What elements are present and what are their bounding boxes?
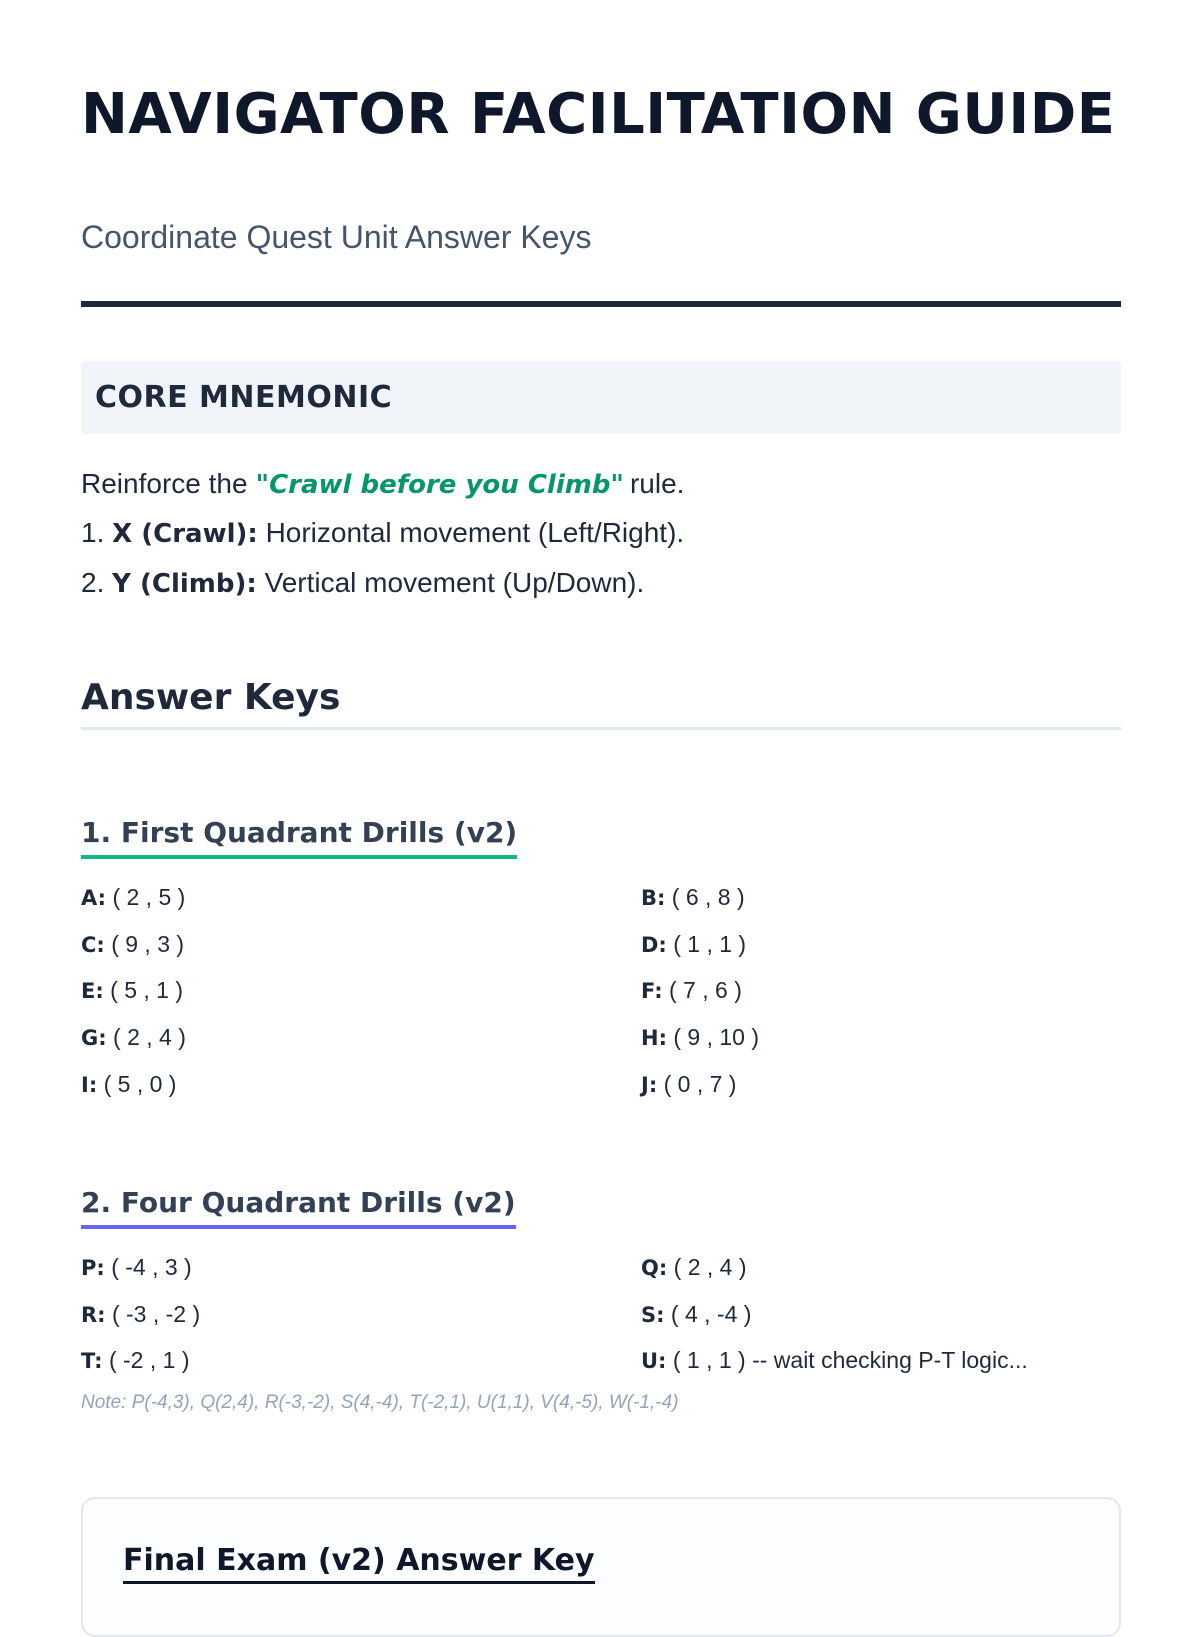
answer-value: ( 1 , 1 ) — [673, 931, 747, 957]
answer-value: ( 9 , 10 ) — [673, 1024, 760, 1050]
rule-number: 1. — [81, 517, 105, 548]
answer-label: P: — [81, 1256, 105, 1280]
answer-value: ( 2 , 4 ) — [673, 1254, 747, 1280]
answer-item — [81, 1254, 192, 1281]
final-exam-card — [81, 1497, 1121, 1637]
page-title: NAVIGATOR FACILITATION GUIDE — [81, 82, 1116, 147]
answer-label: U: — [641, 1349, 667, 1373]
answer-keys-heading: Answer Keys — [81, 677, 341, 718]
answer-value: ( 4 , -4 ) — [670, 1301, 752, 1327]
answer-label: J: — [641, 1073, 658, 1097]
answer-item — [641, 977, 742, 1004]
rule-number: 2. — [81, 567, 105, 598]
answer-item — [641, 1301, 751, 1328]
final-exam-title: Final Exam (v2) Answer Key — [123, 1543, 595, 1584]
header-divider — [81, 301, 1121, 307]
answer-label: G: — [81, 1026, 107, 1050]
answer-label: A: — [81, 886, 107, 910]
answer-keys-divider — [81, 727, 1121, 730]
mnemonic-heading: CORE MNEMONIC — [95, 380, 393, 415]
answer-item — [81, 1301, 200, 1328]
answer-item — [641, 1347, 1028, 1374]
answer-label: H: — [641, 1026, 667, 1050]
answer-item — [81, 884, 185, 911]
answer-value: ( 0 , 7 ) — [663, 1071, 737, 1097]
answer-item — [81, 1071, 176, 1098]
answer-item — [81, 1347, 189, 1374]
rule-term: X (Crawl): — [112, 519, 258, 549]
answer-value: ( 2 , 4 ) — [113, 1024, 186, 1050]
answer-value: ( 7 , 6 ) — [669, 977, 742, 1003]
mnemonic-intro-prefix: Reinforce the — [81, 468, 248, 499]
answer-item — [81, 1024, 186, 1051]
answer-value: ( -3 , -2 ) — [111, 1301, 201, 1327]
answer-value: ( 2 , 5 ) — [112, 884, 186, 910]
answer-label: T: — [81, 1349, 103, 1373]
answer-value: ( 9 , 3 ) — [111, 931, 185, 957]
answer-item — [641, 1254, 747, 1281]
answer-item — [81, 977, 183, 1004]
answer-item — [641, 884, 745, 911]
answer-label: F: — [641, 979, 663, 1003]
answer-label: D: — [641, 933, 667, 957]
answer-value: ( -2 , 1 ) — [108, 1347, 190, 1373]
answer-label: C: — [81, 933, 105, 957]
answer-item — [81, 931, 184, 958]
answer-value: ( 5 , 0 ) — [103, 1071, 177, 1097]
answer-item — [641, 931, 746, 958]
answer-value: ( 6 , 8 ) — [671, 884, 745, 910]
answer-value: ( -4 , 3 ) — [111, 1254, 192, 1280]
mnemonic-banner — [81, 361, 1121, 434]
answer-label: R: — [81, 1303, 106, 1327]
mnemonic-quote: "Crawl before you Climb" — [255, 470, 624, 500]
rule-description: Vertical movement (Up/Down). — [264, 567, 645, 598]
answer-label: Q: — [641, 1256, 668, 1280]
answer-label: E: — [81, 979, 104, 1003]
answer-label: I: — [81, 1073, 98, 1097]
answer-label: S: — [641, 1303, 665, 1327]
answer-item — [641, 1024, 759, 1051]
mnemonic-intro — [81, 468, 684, 500]
mnemonic-intro-suffix: rule. — [629, 468, 685, 499]
mnemonic-rule-y — [81, 567, 644, 599]
answer-value: ( 1 , 1 ) -- wait checking P-T logic... — [672, 1347, 1028, 1373]
page-subtitle: Coordinate Quest Unit Answer Keys — [81, 219, 592, 255]
rule-term: Y (Climb): — [112, 569, 257, 599]
mnemonic-rule-x — [81, 517, 684, 549]
four-quadrant-drills-title: 2. Four Quadrant Drills (v2) — [81, 1186, 516, 1229]
answer-label: B: — [641, 886, 666, 910]
answer-value: ( 5 , 1 ) — [110, 977, 183, 1003]
first-quadrant-drills-title: 1. First Quadrant Drills (v2) — [81, 816, 517, 859]
rule-description: Horizontal movement (Left/Right). — [265, 517, 685, 548]
answer-item — [641, 1071, 736, 1098]
drill-note: Note: P(-4,3), Q(2,4), R(-3,-2), S(4,-4), T(-2,1), U(1,1), V(4,-5), W(-1,-4) — [81, 1392, 679, 1413]
